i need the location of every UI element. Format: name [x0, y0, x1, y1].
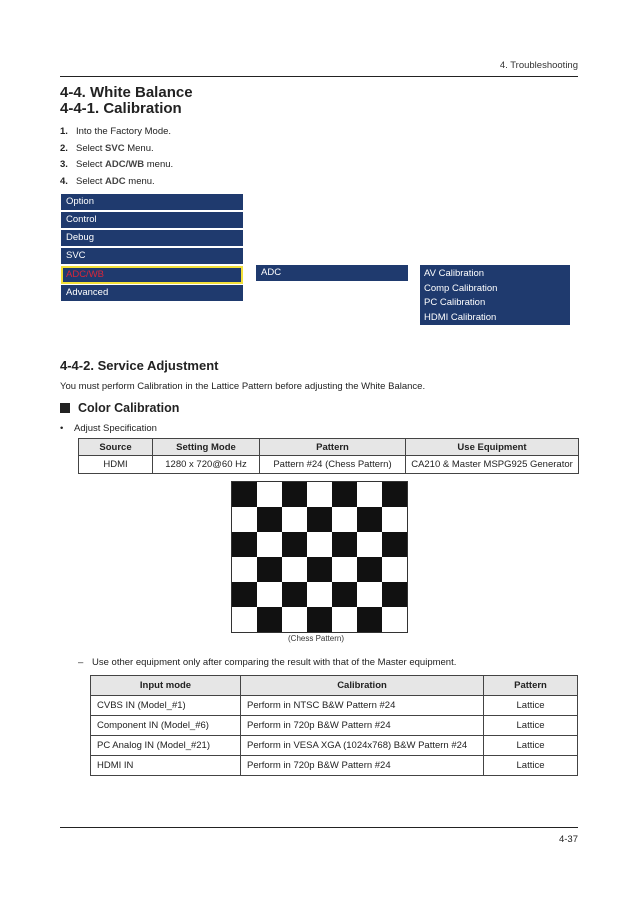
- step-2: 2. Select SVC Menu.: [60, 142, 154, 154]
- input-cell-calibration: Perform in 720p B&W Pattern #24: [241, 756, 484, 776]
- table-row: [91, 736, 578, 756]
- submenu-adc[interactable]: ADC: [256, 265, 408, 281]
- factory-menu: [61, 194, 243, 303]
- step-1: 1. Into the Factory Mode.: [60, 126, 172, 137]
- section-title-calibration: 4-4-1. Calibration: [60, 100, 182, 117]
- chess-square: [332, 532, 357, 557]
- page-title: 4-4. White Balance: [60, 84, 193, 101]
- input-mode-table: [90, 675, 578, 776]
- input-cell-mode: PC Analog IN (Model_#21): [91, 736, 241, 756]
- chess-square: [257, 557, 282, 582]
- steps-list: [60, 124, 173, 190]
- input-header-calibration: Calibration: [241, 676, 484, 696]
- spec-header-pattern: Pattern: [260, 439, 406, 456]
- menu-item-svc[interactable]: SVC: [61, 248, 243, 264]
- chess-pattern-image: [231, 481, 408, 633]
- bullet-dot-icon: •: [60, 423, 64, 434]
- chess-square: [332, 582, 357, 607]
- spec-table-header: [79, 439, 579, 456]
- chess-square: [357, 557, 382, 582]
- chess-square: [307, 607, 332, 632]
- chess-square: [282, 482, 307, 507]
- square-bullet-icon: [60, 403, 70, 413]
- page-number: 4-37: [558, 834, 578, 845]
- menu-item-advanced[interactable]: Advanced: [61, 285, 243, 301]
- chess-square: [232, 482, 257, 507]
- section-title-service: 4-4-2. Service Adjustment: [60, 358, 219, 373]
- spec-header-use-equipment: Use Equipment: [406, 439, 579, 456]
- chess-square: [307, 557, 332, 582]
- input-header-pattern: Pattern: [484, 676, 578, 696]
- chess-square: [232, 532, 257, 557]
- spec-header-source: Source: [79, 439, 153, 456]
- chess-square: [357, 607, 382, 632]
- input-cell-mode: HDMI IN: [91, 756, 241, 776]
- step-3: 3. Select ADC/WB menu.: [60, 159, 174, 170]
- color-calibration-heading: Color Calibration: [60, 401, 179, 415]
- input-cell-calibration: Perform in 720p B&W Pattern #24: [241, 716, 484, 736]
- chess-square: [332, 482, 357, 507]
- spec-cell-source: HDMI: [79, 456, 153, 474]
- spec-cell-pattern: Pattern #24 (Chess Pattern): [260, 456, 406, 474]
- step-4: 4. Select ADC menu.: [60, 175, 155, 187]
- header-rule: [60, 76, 578, 77]
- chess-pattern-caption: (Chess Pattern): [288, 634, 345, 643]
- menu-item-comp-calibration[interactable]: Comp Calibration: [424, 282, 498, 294]
- input-cell-mode: Component IN (Model_#6): [91, 716, 241, 736]
- spec-table: [78, 438, 579, 474]
- spec-cell-use-equipment: CA210 & Master MSPG925 Generator: [406, 456, 579, 474]
- menu-item-debug[interactable]: Debug: [61, 230, 243, 246]
- input-cell-pattern: Lattice: [484, 756, 578, 776]
- menu-item-control[interactable]: Control: [61, 212, 243, 228]
- dash-bullet-icon: –: [78, 657, 84, 668]
- menu-item-option[interactable]: Option: [61, 194, 243, 210]
- chess-square: [232, 582, 257, 607]
- chess-square: [307, 507, 332, 532]
- input-cell-pattern: Lattice: [484, 716, 578, 736]
- input-cell-mode: CVBS IN (Model_#1): [91, 696, 241, 716]
- chess-square: [282, 582, 307, 607]
- input-cell-calibration: Perform in NTSC B&W Pattern #24: [241, 696, 484, 716]
- chess-square: [282, 532, 307, 557]
- menu-item-hdmi-calibration[interactable]: HDMI Calibration: [424, 311, 497, 323]
- calibration-submenu: [420, 265, 570, 325]
- input-table-header: [91, 676, 578, 696]
- chess-square: [257, 507, 282, 532]
- table-row: [91, 696, 578, 716]
- table-row: [91, 756, 578, 776]
- input-header-mode: Input mode: [91, 676, 241, 696]
- service-intro: You must perform Calibration in the Lattice Pattern before adjusting the White Balance.: [60, 381, 426, 392]
- spec-cell-setting-mode: 1280 x 720@60 Hz: [153, 456, 260, 474]
- spec-header-setting-mode: Setting Mode: [153, 439, 260, 456]
- input-cell-calibration: Perform in VESA XGA (1024x768) B&W Pattern #24: [241, 736, 484, 756]
- chess-square: [357, 507, 382, 532]
- chess-square: [382, 532, 407, 557]
- table-row: [91, 716, 578, 736]
- chess-square: [257, 607, 282, 632]
- menu-item-av-calibration[interactable]: AV Calibration: [424, 268, 485, 279]
- menu-item-pc-calibration[interactable]: PC Calibration: [424, 297, 486, 308]
- footer-rule: [60, 827, 578, 828]
- chess-square: [382, 482, 407, 507]
- table-row: [79, 456, 579, 474]
- input-cell-pattern: Lattice: [484, 736, 578, 756]
- note-master-equipment: – Use other equipment only after comparing the result with that of the Master equipment.: [78, 657, 457, 668]
- chess-square: [382, 582, 407, 607]
- menu-item-adc-wb[interactable]: ADC/WB: [61, 266, 243, 284]
- running-header: 4. Troubleshooting: [499, 60, 578, 71]
- bullet-adjust-spec: • Adjust Specification: [60, 423, 157, 434]
- input-cell-pattern: Lattice: [484, 696, 578, 716]
